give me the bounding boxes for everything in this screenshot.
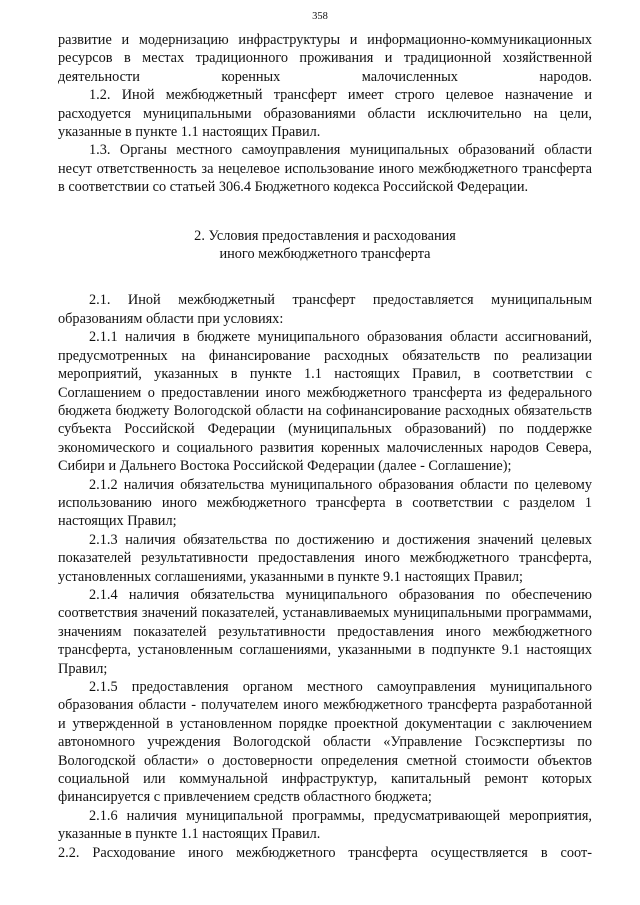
- paragraph-1-2: 1.2. Иной межбюджетный трансферт имеет строго целевое назначение и расходуется муниципальными образованиями области исключительно на цели, указанные в пункте 1.1 настоящих Правил.: [58, 87, 592, 141]
- page-content: [58, 31, 592, 862]
- page-number: 358: [312, 11, 328, 22]
- paragraph-1-3: 1.3. Органы местного самоуправления муниципальных образований области несут ответственность за нецелевое использование иного межбюджетного трансферта в соответствии со статьей 306.4 Бюджетного кодекса Российской Федерации.: [58, 142, 592, 196]
- section-heading-line-1: 2. Условия предоставления и расходования: [194, 227, 456, 244]
- paragraph-2-1: 2.1. Иной межбюджетный трансферт предоставляется муниципальным образованиям области при условиях:: [58, 292, 592, 327]
- paragraph-2-2: 2.2. Расходование иного межбюджетного трансферта осуществляется в соот-: [58, 844, 592, 861]
- paragraph-2-1-6: 2.1.6 наличия муниципальной программы, предусматривающей мероприятия, указанные в пункте 1.1 настоящих Правил.: [58, 807, 592, 843]
- paragraph-2-1-5: 2.1.5 предоставления органом местного самоуправления муниципального образования области - получателем иного межбюджетного трансферта разработанной и утвержденной в установленном порядке проектной документации с заключением автономного учреждения Вологодской области «Управление Госэкспертизы по Вологодской области» о достоверности определения сметной стоимости объектов социальной или коммунальной инфраструктур, капитальный ремонт которых финансируется с привлечением средств областного бюджета;: [58, 679, 592, 806]
- section-heading: [58, 227, 592, 264]
- paragraph-2-1-2: 2.1.2 наличия обязательства муниципального образования области по целевому использованию иного межбюджетного трансферта в соответствии с разделом 1 настоящих Правил;: [58, 476, 592, 530]
- paragraph-continuation: развитие и модернизацию инфраструктуры и информационно-коммуникационных ресурсов в местах традиционного проживания и традиционной хозяйственной деятельности коренных малочисленных народов.: [58, 32, 592, 85]
- paragraph-2-1-1: 2.1.1 наличия в бюджете муниципального образования области ассигнований, предусмотренных на финансирование расходных обязательств по реализации мероприятий, указанных в пункте 1.1 настоящих Правил, в соответствии с Соглашением о предоставлении иного межбюджетного трансферта из федерального бюджета бюджету Вологодской области на софинансирование расходных обязательств субъекта Российской Федерации (муниципальных образований) по поддержке экономического и социального развития коренных малочисленных народов Севера, Сибири и Дальнего Востока Российской Федерации (далее - Соглашение);: [58, 329, 592, 475]
- paragraph-2-1-3: 2.1.3 наличия обязательства по достижению и достижения значений целевых показателей результативности предоставления иного межбюджетного трансферта, установленных соглашениями, указанными в пункте 9.1 настоящих Правил;: [58, 531, 592, 585]
- paragraph-2-1-4: 2.1.4 наличия обязательства муниципального образования по обеспечению соответствия значений показателей, устанавливаемых муниципальными программами, значениям показателей результативности предоставления иного межбюджетного трансферта, установленным соглашениями, указанными в подпункте 9.1 настоящих Правил;: [58, 586, 592, 677]
- section-heading-line-2: иного межбюджетного трансферта: [219, 246, 431, 263]
